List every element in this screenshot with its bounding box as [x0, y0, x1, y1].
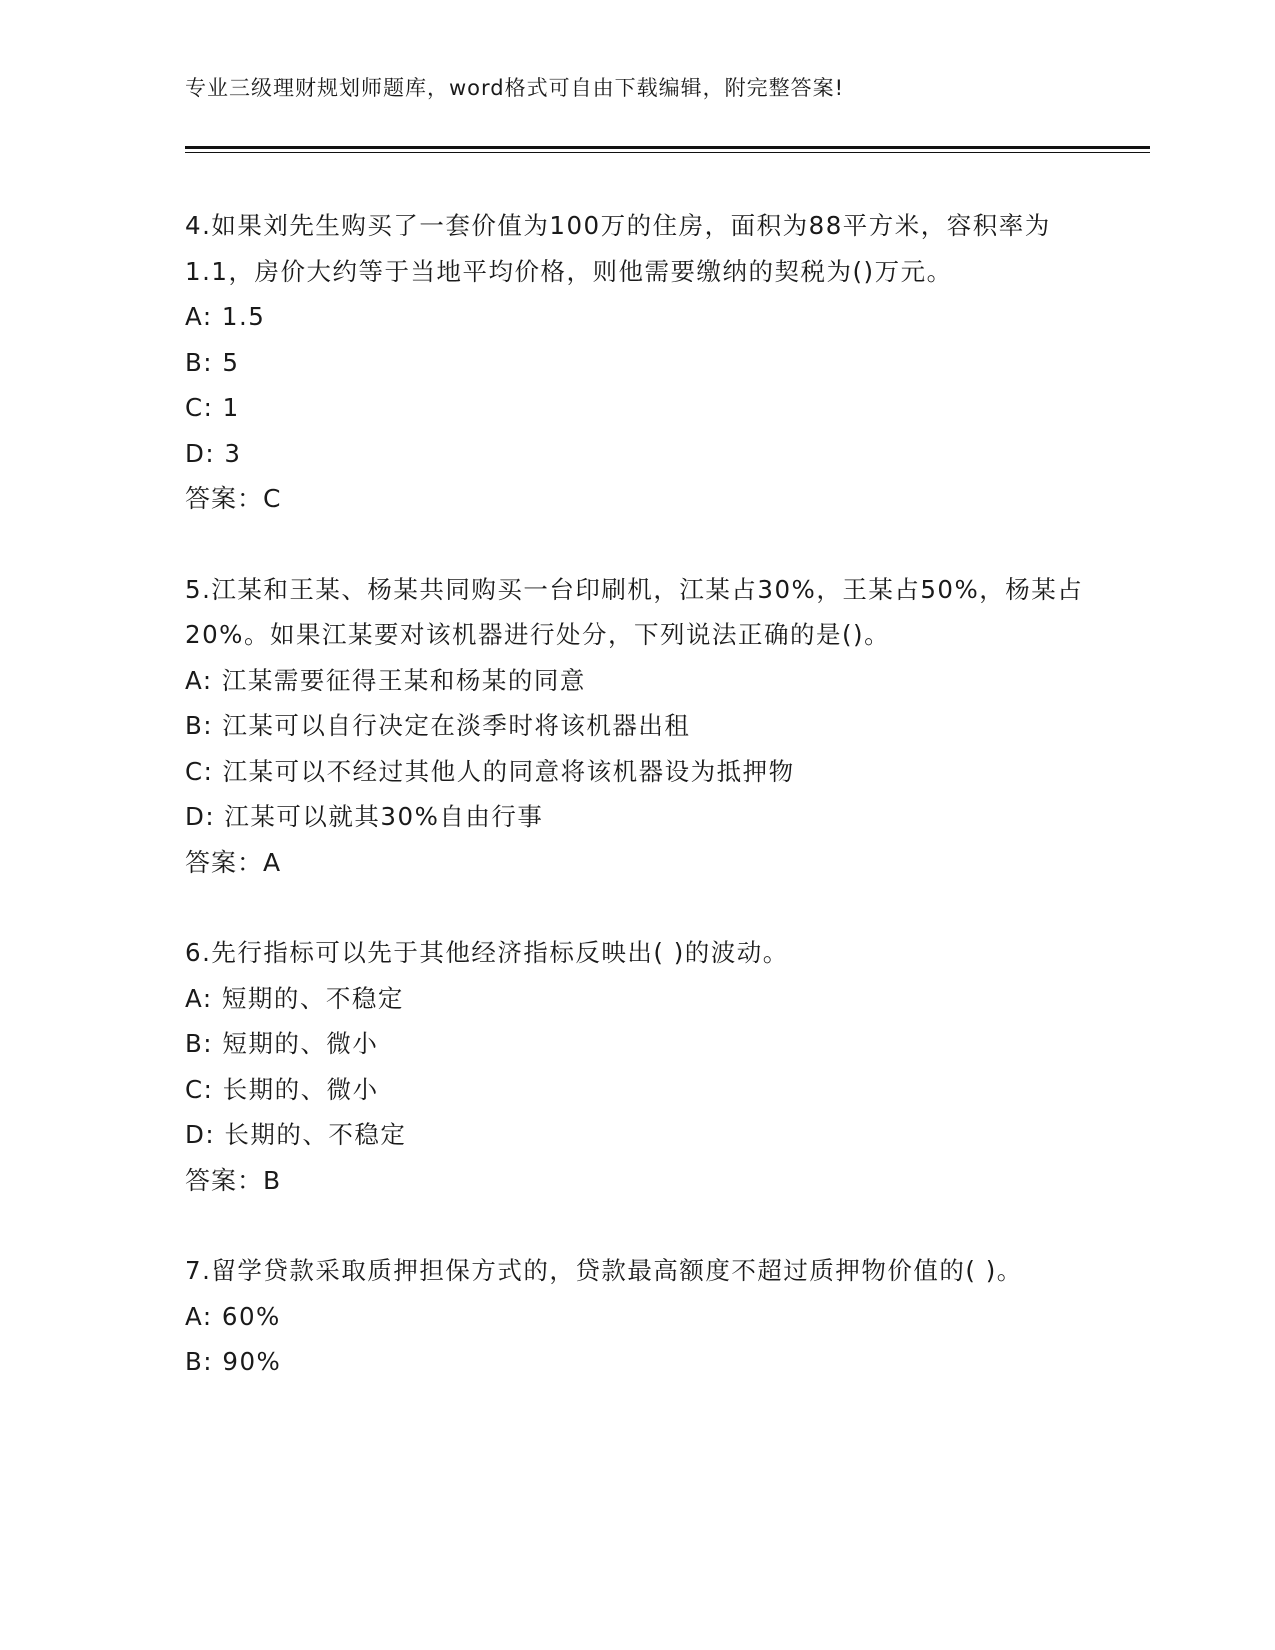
option-d: D: 江某可以就其30%自由行事 [185, 802, 544, 831]
question-4 [185, 203, 1085, 522]
option-b: B: 短期的、微小 [185, 1029, 379, 1058]
question-stem: 7.留学贷款采取质押担保方式的，贷款最高额度不超过质押物价值的( )。 [185, 1256, 1023, 1285]
header-divider-thin [185, 152, 1150, 153]
question-stem: 6.先行指标可以先于其他经济指标反映出( )的波动。 [185, 938, 789, 967]
question-list [185, 203, 1085, 1430]
option-a: A: 60% [185, 1301, 281, 1331]
option-a: A: 江某需要征得王某和杨某的同意 [185, 665, 586, 695]
option-d: D: 3 [185, 438, 242, 468]
question-stem: 4.如果刘先生购买了一套价值为100万的住房，面积为88平方米，容积率为1.1，房价大约等于当地平均价格，则他需要缴纳的契税为()万元。 [185, 211, 1051, 286]
question-stem: 5.江某和王某、杨某共同购买一台印刷机，江某占30%，王某占50%，杨某占20%。如果江某要对该机器进行处分，下列说法正确的是()。 [185, 574, 1084, 649]
question-6 [185, 930, 1085, 1203]
answer-text: 答案：A [185, 847, 282, 877]
option-c: C: 1 [185, 393, 240, 422]
option-d: D: 长期的、不稳定 [185, 1120, 407, 1149]
option-b: B: 90% [185, 1347, 282, 1376]
option-a: A: 短期的、不稳定 [185, 983, 404, 1013]
question-5 [185, 567, 1085, 886]
option-b: B: 江某可以自行决定在淡季时将该机器出租 [185, 711, 691, 740]
answer-text: 答案：B [185, 1165, 282, 1195]
option-b: B: 5 [185, 347, 240, 377]
header-divider-thick [185, 146, 1150, 149]
question-7 [185, 1248, 1085, 1385]
option-a: A: 1.5 [185, 302, 266, 331]
option-c: C: 江某可以不经过其他人的同意将该机器设为抵押物 [185, 756, 795, 786]
option-c: C: 长期的、微小 [185, 1074, 379, 1104]
answer-text: 答案：C [185, 484, 282, 513]
page-header: 专业三级理财规划师题库，word格式可自由下载编辑，附完整答案! [185, 76, 845, 100]
